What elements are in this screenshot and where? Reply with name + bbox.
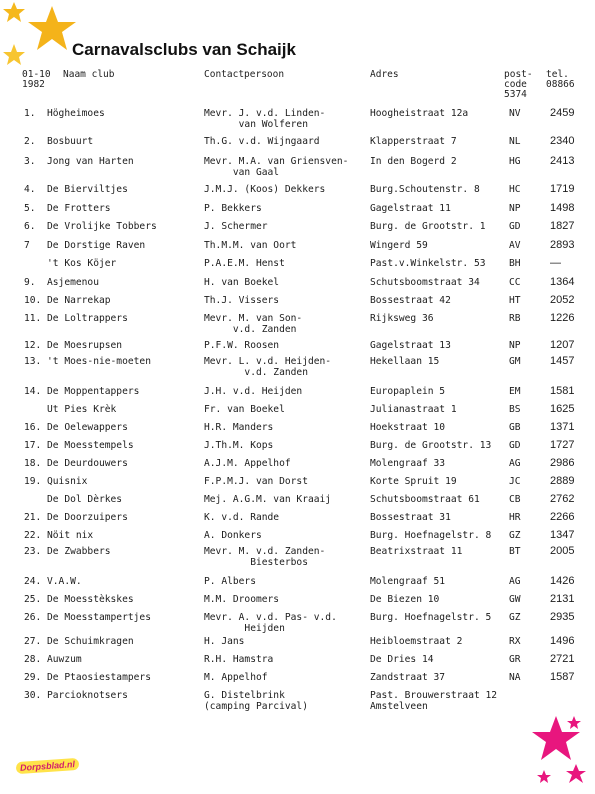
row-number: 5. [24, 203, 36, 214]
telephone: 2459 [550, 107, 575, 119]
contact-person: G. Distelbrink (camping Parcival) [204, 690, 308, 712]
contact-person: Mevr. M. van Son- v.d. Zanden [204, 313, 303, 335]
contact-person: P. Bekkers [204, 203, 262, 214]
contact-person: K. v.d. Rande [204, 512, 280, 523]
contact-person: Th.G. v.d. Wijngaard [204, 136, 320, 147]
row-number: 22. [24, 530, 42, 541]
address: Burg. de Grootstr. 1 [370, 221, 486, 232]
club-name: V.A.W. [47, 576, 82, 587]
telephone: 1457 [550, 355, 575, 367]
address: Past. Brouwerstraat 12 Amstelveen [370, 690, 498, 712]
row-number: 14. [24, 386, 42, 397]
table-row [0, 108, 595, 132]
contact-person: P. Albers [204, 576, 256, 587]
postcode: HR [509, 512, 521, 523]
telephone: 2052 [550, 294, 575, 306]
club-name: De Bierviltjes [47, 184, 128, 195]
contact-person: J.Th.M. Kops [204, 440, 274, 451]
contact-person: Th.M.M. van Oort [204, 240, 297, 251]
telephone: 1625 [550, 403, 575, 415]
postcode: NV [509, 108, 521, 119]
telephone: 1371 [550, 421, 575, 433]
address: Burg.Schoutenstr. 8 [370, 184, 480, 195]
contact-person: Mevr. L. v.d. Heijden- v.d. Zanden [204, 356, 332, 378]
contact-person: F.P.M.J. van Dorst [204, 476, 308, 487]
row-number: 27. [24, 636, 42, 647]
telephone: 1364 [550, 276, 575, 288]
club-name: De Deurdouwers [47, 458, 128, 469]
address: Gagelstraat 13 [370, 340, 451, 351]
address: Burg. Hoefnagelstr. 8 [370, 530, 492, 541]
club-name: De Moppentappers [47, 386, 140, 397]
row-number: 16. [24, 422, 42, 433]
row-number: 24. [24, 576, 42, 587]
table-row [0, 156, 595, 180]
contact-person: H. van Boekel [204, 277, 280, 288]
contact-person: R.H. Hamstra [204, 654, 274, 665]
club-name: De Loltrappers [47, 313, 128, 324]
club-name: De Narrekap [47, 295, 111, 306]
row-number: 1. [24, 108, 36, 119]
contact-person: Mevr. M.A. van Griensven- van Gaal [204, 156, 349, 178]
address: Julianastraat 1 [370, 404, 457, 415]
contact-person: M. Appelhof [204, 672, 268, 683]
address-column-header: Adres [370, 69, 399, 80]
telephone: 1207 [550, 339, 575, 351]
address: Klapperstraat 7 [370, 136, 457, 147]
postcode: BH [509, 258, 521, 269]
address: Bossestraat 42 [370, 295, 451, 306]
table-row [0, 356, 595, 380]
club-name: De Zwabbers [47, 546, 111, 557]
postcode: BT [509, 546, 521, 557]
club-name: De Dol Dèrkes [47, 494, 123, 505]
row-number: 18. [24, 458, 42, 469]
postcode: GD [509, 440, 521, 451]
row-number: 21. [24, 512, 42, 523]
row-number: 13. [24, 356, 42, 367]
page-title: Carnavalsclubs van Schaijk [72, 40, 296, 59]
table-row [0, 546, 595, 570]
telephone: 2889 [550, 475, 575, 487]
contact-person: J.M.J. (Koos) Dekkers [204, 184, 326, 195]
telephone: 2413 [550, 155, 575, 167]
address: Wingerd 59 [370, 240, 428, 251]
club-name: Högheimoes [47, 108, 105, 119]
postcode: CB [509, 494, 521, 505]
telephone: 2986 [550, 457, 575, 469]
row-number: 9. [24, 277, 36, 288]
address: Schutsboomstraat 34 [370, 277, 480, 288]
postcode: NA [509, 672, 521, 683]
row-number: 25. [24, 594, 42, 605]
postcode: HT [509, 295, 521, 306]
telephone: 1496 [550, 635, 575, 647]
telephone: 1426 [550, 575, 575, 587]
postcode: EM [509, 386, 521, 397]
pink-star-icon [520, 712, 595, 794]
contact-column-header: Contactpersoon [204, 69, 285, 80]
telephone: 2266 [550, 511, 575, 523]
contact-person: Th.J. Vissers [204, 295, 280, 306]
telephone: 1587 [550, 671, 575, 683]
postcode: AG [509, 576, 521, 587]
date-header: 01-10 1982 [22, 69, 51, 90]
club-name: Auwzum [47, 654, 82, 665]
address: Hoekstraat 10 [370, 422, 446, 433]
telephone: — [550, 257, 561, 269]
address: Molengraaf 33 [370, 458, 446, 469]
address: De Dries 14 [370, 654, 434, 665]
contact-person: Fr. van Boekel [204, 404, 285, 415]
club-name: Parcioknotsers [47, 690, 128, 701]
postcode-column-header: post- code 5374 [504, 69, 533, 100]
address: Burg. de Grootstr. 13 [370, 440, 492, 451]
postcode: NL [509, 136, 521, 147]
address: Gagelstraat 11 [370, 203, 451, 214]
postcode: GR [509, 654, 521, 665]
telephone: 1581 [550, 385, 575, 397]
telephone: 2893 [550, 239, 575, 251]
contact-person: Mej. A.G.M. van Kraaij [204, 494, 332, 505]
table-row [0, 612, 595, 636]
club-name: Ut Pies Krèk [47, 404, 117, 415]
telephone: 1827 [550, 220, 575, 232]
contact-person: Mevr. J. v.d. Linden- van Wolferen [204, 108, 326, 130]
postcode: HC [509, 184, 521, 195]
club-name: 't Moes-nie-moeten [47, 356, 151, 367]
row-number: 11. [24, 313, 42, 324]
row-number: 4. [24, 184, 36, 195]
contact-person: P.F.W. Roosen [204, 340, 280, 351]
row-number: 19. [24, 476, 42, 487]
contact-person: M.M. Droomers [204, 594, 280, 605]
row-number: 29. [24, 672, 42, 683]
row-number: 28. [24, 654, 42, 665]
postcode: GD [509, 221, 521, 232]
row-number: 26. [24, 612, 42, 623]
contact-person: A.J.M. Appelhof [204, 458, 291, 469]
club-name: De Ptaosiestampers [47, 672, 151, 683]
logo: Dorpsblad.nl [16, 758, 80, 774]
club-name: 't Kos Köjer [47, 258, 117, 269]
row-number: 23. [24, 546, 42, 557]
table-row [0, 690, 595, 714]
telephone: 2762 [550, 493, 575, 505]
telephone: 2005 [550, 545, 575, 557]
row-number: 12. [24, 340, 42, 351]
club-name: De Frotters [47, 203, 111, 214]
row-number: 30. [24, 690, 42, 701]
club-name: De Oelewappers [47, 422, 128, 433]
address: Hekellaan 15 [370, 356, 440, 367]
postcode: HG [509, 156, 521, 167]
contact-person: P.A.E.M. Henst [204, 258, 285, 269]
club-name: Asjemenou [47, 277, 99, 288]
club-name: Bosbuurt [47, 136, 94, 147]
telephone: 1498 [550, 202, 575, 214]
address: Beatrixstraat 11 [370, 546, 463, 557]
address: In den Bogerd 2 [370, 156, 457, 167]
club-name: De Dorstige Raven [47, 240, 146, 251]
postcode: GZ [509, 530, 521, 541]
contact-person: H.R. Manders [204, 422, 274, 433]
table-row [0, 313, 595, 337]
row-number: 10. [24, 295, 42, 306]
postcode: BS [509, 404, 521, 415]
contact-person: J. Schermer [204, 221, 268, 232]
address: De Biezen 10 [370, 594, 440, 605]
address: Molengraaf 51 [370, 576, 446, 587]
club-name: De Moesstampertjes [47, 612, 151, 623]
postcode: GW [509, 594, 521, 605]
row-number: 2. [24, 136, 36, 147]
telephone: 2340 [550, 135, 575, 147]
contact-person: H. Jans [204, 636, 245, 647]
row-number: 3. [24, 156, 36, 167]
address: Bossestraat 31 [370, 512, 451, 523]
telephone: 1727 [550, 439, 575, 451]
postcode: AG [509, 458, 521, 469]
club-name: De Doorzuipers [47, 512, 128, 523]
postcode: NP [509, 340, 521, 351]
address: Zandstraat 37 [370, 672, 446, 683]
telephone: 1719 [550, 183, 575, 195]
club-name: De Moesstempels [47, 440, 134, 451]
postcode: AV [509, 240, 521, 251]
telephone: 2721 [550, 653, 575, 665]
contact-person: Mevr. A. v.d. Pas- v.d. Heijden [204, 612, 337, 634]
club-name: De Vrolijke Tobbers [47, 221, 157, 232]
postcode: GM [509, 356, 521, 367]
club-name: Jong van Harten [47, 156, 134, 167]
row-number: 17. [24, 440, 42, 451]
telephone: 2131 [550, 593, 575, 605]
postcode: CC [509, 277, 521, 288]
telephone: 2935 [550, 611, 575, 623]
telephone: 1226 [550, 312, 575, 324]
row-number: 7 [24, 240, 30, 251]
club-name: De Moesstèkskes [47, 594, 134, 605]
contact-person: Mevr. M. v.d. Zanden- Biesterbos [204, 546, 326, 568]
postcode: RX [509, 636, 521, 647]
contact-person: J.H. v.d. Heijden [204, 386, 303, 397]
club-name: Quisnix [47, 476, 88, 487]
club-name: De Moesrupsen [47, 340, 123, 351]
address: Heibloemstraat 2 [370, 636, 463, 647]
postcode: RB [509, 313, 521, 324]
postcode: NP [509, 203, 521, 214]
contact-person: A. Donkers [204, 530, 262, 541]
club-name: Nöit nix [47, 530, 94, 541]
address: Past.v.Winkelstr. 53 [370, 258, 486, 269]
tel-column-header: tel. 08866 [546, 69, 575, 90]
address: Europaplein 5 [370, 386, 446, 397]
address: Schutsboomstraat 61 [370, 494, 480, 505]
name-column-header: Naam club [63, 69, 115, 80]
address: Hoogheistraat 12a [370, 108, 469, 119]
postcode: JC [509, 476, 521, 487]
telephone: 1347 [550, 529, 575, 541]
address: Rijksweg 36 [370, 313, 434, 324]
row-number: 6. [24, 221, 36, 232]
postcode: GZ [509, 612, 521, 623]
club-name: De Schuimkragen [47, 636, 134, 647]
postcode: GB [509, 422, 521, 433]
address: Burg. Hoefnagelstr. 5 [370, 612, 492, 623]
address: Korte Spruit 19 [370, 476, 457, 487]
